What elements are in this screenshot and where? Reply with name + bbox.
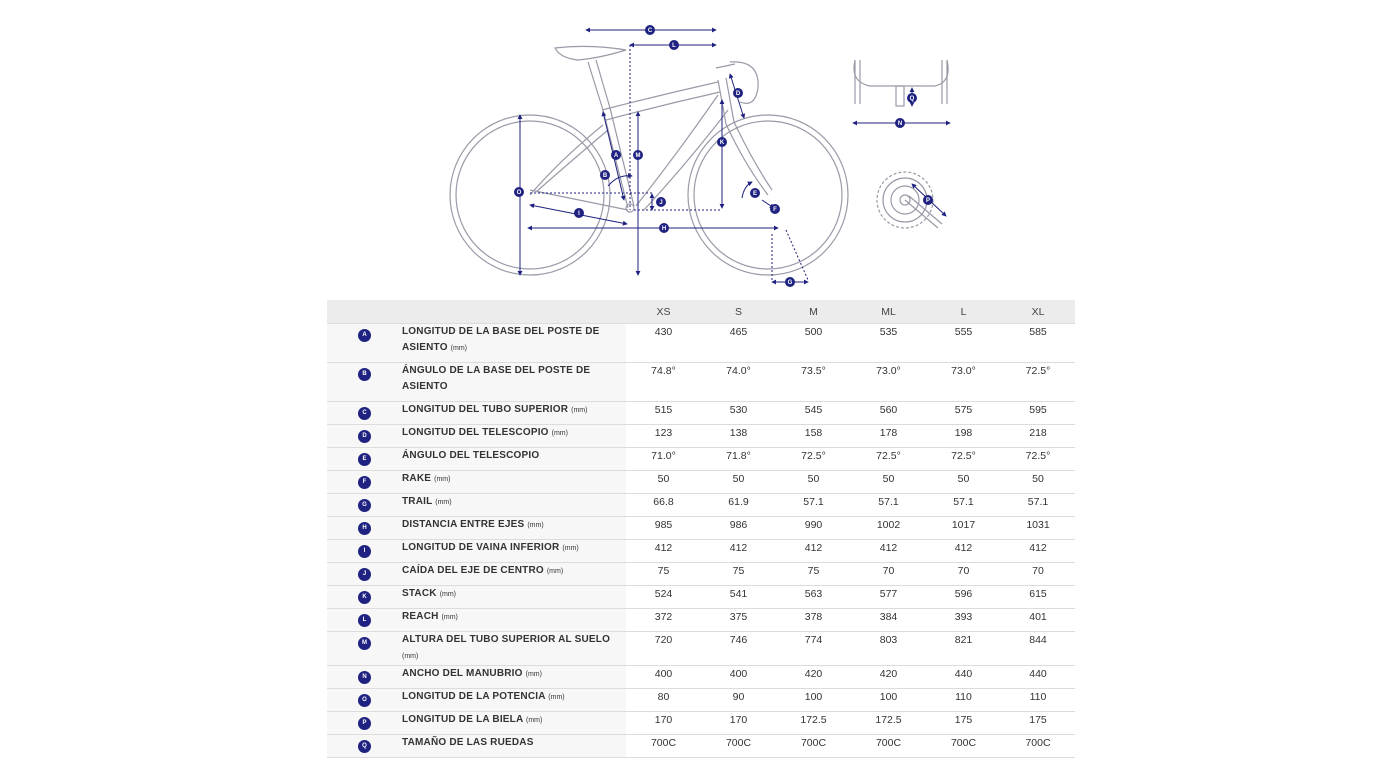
marker-b	[600, 170, 610, 180]
cell-xs: 50	[626, 471, 701, 494]
row-key-cell	[327, 632, 402, 666]
cell-ml: 412	[851, 540, 926, 563]
row-key-cell	[327, 563, 402, 586]
row-unit: (mm)	[435, 499, 452, 506]
cell-m: 420	[776, 666, 851, 689]
svg-text:G: G	[787, 280, 793, 286]
cell-ml: 803	[851, 632, 926, 666]
svg-text:O: O	[516, 190, 522, 196]
table-row	[327, 471, 1075, 494]
svg-text:D: D	[735, 91, 741, 97]
row-label	[402, 609, 626, 632]
row-unit: (mm)	[525, 671, 542, 678]
cell-s: 75	[701, 563, 776, 586]
cell-xl: 440	[1001, 666, 1075, 689]
svg-text:K: K	[719, 140, 725, 146]
row-key-badge: L	[358, 614, 371, 627]
marker-f	[770, 204, 780, 214]
row-unit: (mm)	[441, 614, 458, 621]
table-row	[327, 609, 1075, 632]
cell-xs: 170	[626, 712, 701, 735]
cell-s: 375	[701, 609, 776, 632]
cell-ml: 535	[851, 324, 926, 363]
row-key-cell	[327, 324, 402, 363]
cell-xl: 70	[1001, 563, 1075, 586]
marker-n	[895, 118, 905, 128]
row-label	[402, 425, 626, 448]
table-row	[327, 689, 1075, 712]
row-key-badge: N	[358, 671, 371, 684]
row-key-cell	[327, 471, 402, 494]
svg-text:Q: Q	[909, 96, 915, 102]
table-row	[327, 517, 1075, 540]
row-key-cell	[327, 363, 402, 402]
row-unit: (mm)	[439, 591, 457, 598]
table-row	[327, 666, 1075, 689]
row-key-badge: O	[358, 694, 371, 707]
row-label	[402, 471, 626, 494]
bike-geometry-diagram	[0, 0, 1400, 300]
row-label-text: TRAIL	[402, 496, 433, 507]
cell-xl: 585	[1001, 324, 1075, 363]
cell-ml: 700C	[851, 735, 926, 758]
cell-s: 986	[701, 517, 776, 540]
row-key-badge: M	[358, 637, 371, 650]
row-label	[402, 689, 626, 712]
cell-m: 378	[776, 609, 851, 632]
row-label-text: REACH	[402, 611, 439, 622]
row-unit: (mm)	[551, 430, 568, 437]
cell-l: 700C	[926, 735, 1001, 758]
row-key-cell	[327, 712, 402, 735]
cell-ml: 172.5	[851, 712, 926, 735]
row-key-badge: B	[358, 368, 371, 381]
cell-xs: 66.8	[626, 494, 701, 517]
cell-xs: 80	[626, 689, 701, 712]
marker-l	[669, 40, 679, 50]
row-label	[402, 666, 626, 689]
cell-xs: 400	[626, 666, 701, 689]
marker-i	[574, 208, 584, 218]
cell-ml: 72.5°	[851, 448, 926, 471]
row-key-badge: Q	[358, 740, 371, 753]
cell-l: 70	[926, 563, 1001, 586]
svg-text:M: M	[635, 153, 641, 159]
cell-s: 50	[701, 471, 776, 494]
row-key-cell	[327, 666, 402, 689]
cell-m: 500	[776, 324, 851, 363]
cell-xs: 74.8°	[626, 363, 701, 402]
cell-m: 545	[776, 402, 851, 425]
cell-s: 746	[701, 632, 776, 666]
svg-text:J: J	[659, 200, 663, 206]
row-key-badge: A	[358, 329, 371, 342]
size-header-m: M	[776, 300, 851, 324]
row-unit: (mm)	[450, 345, 467, 352]
row-key-badge: K	[358, 591, 371, 604]
cell-ml: 560	[851, 402, 926, 425]
svg-text:I: I	[578, 211, 580, 217]
cell-xs: 720	[626, 632, 701, 666]
cell-s: 530	[701, 402, 776, 425]
row-label-text: ÁNGULO DEL TELESCOPIO	[402, 450, 540, 461]
cell-l: 50	[926, 471, 1001, 494]
cell-xl: 615	[1001, 586, 1075, 609]
svg-text:F: F	[773, 207, 777, 213]
row-unit: (mm)	[527, 522, 544, 529]
row-label	[402, 712, 626, 735]
cell-l: 72.5°	[926, 448, 1001, 471]
row-unit: (mm)	[546, 568, 564, 575]
cell-ml: 50	[851, 471, 926, 494]
cell-xl: 72.5°	[1001, 448, 1075, 471]
cell-m: 412	[776, 540, 851, 563]
cell-m: 75	[776, 563, 851, 586]
size-header-xs: XS	[626, 300, 701, 324]
cell-ml: 57.1	[851, 494, 926, 517]
cell-m: 158	[776, 425, 851, 448]
row-label	[402, 494, 626, 517]
cell-m: 774	[776, 632, 851, 666]
cell-xs: 412	[626, 540, 701, 563]
row-key-cell	[327, 689, 402, 712]
row-unit: (mm)	[548, 694, 565, 701]
cell-ml: 577	[851, 586, 926, 609]
cell-s: 61.9	[701, 494, 776, 517]
bike-outline	[450, 46, 848, 275]
cell-xs: 75	[626, 563, 701, 586]
cell-l: 1017	[926, 517, 1001, 540]
cell-l: 393	[926, 609, 1001, 632]
row-label-text: ANCHO DEL MANUBRIO	[402, 668, 523, 679]
row-key-badge: G	[358, 499, 371, 512]
cell-m: 172.5	[776, 712, 851, 735]
table-row	[327, 632, 1075, 666]
row-key-badge: E	[358, 453, 371, 466]
row-label	[402, 632, 626, 666]
row-label-text: LONGITUD DE LA POTENCIA	[402, 691, 546, 702]
row-key-badge: I	[358, 545, 371, 558]
cell-ml: 73.0°	[851, 363, 926, 402]
svg-text:P: P	[925, 198, 931, 204]
svg-text:L: L	[672, 43, 676, 49]
table-row	[327, 402, 1075, 425]
cell-xl: 700C	[1001, 735, 1075, 758]
row-label	[402, 402, 626, 425]
cell-l: 175	[926, 712, 1001, 735]
cell-s: 71.8°	[701, 448, 776, 471]
cell-l: 198	[926, 425, 1001, 448]
row-label-text: RAKE	[402, 473, 432, 484]
cell-xs: 700C	[626, 735, 701, 758]
cell-xs: 524	[626, 586, 701, 609]
row-label	[402, 363, 626, 402]
marker-a	[611, 150, 621, 160]
cell-s: 90	[701, 689, 776, 712]
cell-xs: 123	[626, 425, 701, 448]
cell-s: 138	[701, 425, 776, 448]
marker-c	[645, 25, 655, 35]
row-label	[402, 563, 626, 586]
svg-text:H: H	[661, 226, 667, 232]
row-label-text: LONGITUD DE LA BASE DEL POSTE DE ASIENTO	[402, 326, 600, 353]
row-key-cell	[327, 448, 402, 471]
cell-xl: 401	[1001, 609, 1075, 632]
cell-xl: 1031	[1001, 517, 1075, 540]
row-label-text: LONGITUD DE VAINA INFERIOR	[402, 542, 560, 553]
row-unit: (mm)	[434, 476, 451, 483]
table-row	[327, 494, 1075, 517]
table-row	[327, 712, 1075, 735]
cell-s: 74.0°	[701, 363, 776, 402]
svg-text:N: N	[897, 121, 903, 127]
svg-text:A: A	[613, 153, 619, 159]
cell-xl: 218	[1001, 425, 1075, 448]
cell-s: 541	[701, 586, 776, 609]
row-label-text: CAÍDA DEL EJE DE CENTRO	[402, 565, 544, 576]
cell-xl: 72.5°	[1001, 363, 1075, 402]
cell-xs: 430	[626, 324, 701, 363]
table-row	[327, 448, 1075, 471]
cell-m: 100	[776, 689, 851, 712]
marker-m	[633, 150, 643, 160]
row-key-badge: J	[358, 568, 371, 581]
cell-ml: 384	[851, 609, 926, 632]
cell-ml: 100	[851, 689, 926, 712]
cell-s: 465	[701, 324, 776, 363]
cell-xl: 175	[1001, 712, 1075, 735]
marker-h	[659, 223, 669, 233]
row-unit: (mm)	[402, 653, 419, 660]
row-key-badge: H	[358, 522, 371, 535]
geometry-table	[327, 300, 1075, 758]
row-label-text: TAMAÑO DE LAS RUEDAS	[402, 737, 534, 748]
marker-j	[656, 197, 666, 207]
marker-d	[733, 88, 743, 98]
row-key-badge: P	[358, 717, 371, 730]
size-header-xl: XL	[1001, 300, 1075, 324]
row-label-text: LONGITUD DEL TELESCOPIO	[402, 427, 549, 438]
cell-s: 412	[701, 540, 776, 563]
cell-xl: 50	[1001, 471, 1075, 494]
marker-o	[514, 187, 524, 197]
row-key-badge: F	[358, 476, 371, 489]
cell-xs: 71.0°	[626, 448, 701, 471]
row-key-cell	[327, 425, 402, 448]
cell-m: 50	[776, 471, 851, 494]
size-header-l: L	[926, 300, 1001, 324]
cell-l: 73.0°	[926, 363, 1001, 402]
svg-text:B: B	[602, 173, 608, 179]
row-unit: (mm)	[571, 407, 588, 414]
cell-xl: 844	[1001, 632, 1075, 666]
table-row	[327, 586, 1075, 609]
row-label	[402, 517, 626, 540]
header-key-blank	[327, 300, 402, 324]
row-key-cell	[327, 735, 402, 758]
cell-ml: 70	[851, 563, 926, 586]
row-label-text: STACK	[402, 588, 437, 599]
table-row	[327, 425, 1075, 448]
cell-xl: 412	[1001, 540, 1075, 563]
row-key-cell	[327, 609, 402, 632]
cell-l: 596	[926, 586, 1001, 609]
cell-xl: 57.1	[1001, 494, 1075, 517]
row-key-badge: D	[358, 430, 371, 443]
cell-l: 110	[926, 689, 1001, 712]
marker-k	[717, 137, 727, 147]
cell-m: 57.1	[776, 494, 851, 517]
cell-m: 563	[776, 586, 851, 609]
row-key-cell	[327, 586, 402, 609]
row-label-text: DISTANCIA ENTRE EJES	[402, 519, 525, 530]
table-row	[327, 735, 1075, 758]
cell-xs: 515	[626, 402, 701, 425]
row-label	[402, 448, 626, 471]
cell-l: 555	[926, 324, 1001, 363]
cell-s: 700C	[701, 735, 776, 758]
row-label	[402, 540, 626, 563]
cell-m: 700C	[776, 735, 851, 758]
table-row	[327, 540, 1075, 563]
cell-xl: 110	[1001, 689, 1075, 712]
cell-m: 990	[776, 517, 851, 540]
row-label-text: ALTURA DEL TUBO SUPERIOR AL SUELO	[402, 634, 611, 645]
row-label-text: LONGITUD DEL TUBO SUPERIOR	[402, 404, 569, 415]
row-label	[402, 735, 626, 758]
row-label-text: ÁNGULO DE LA BASE DEL POSTE DE ASIENTO	[402, 365, 591, 392]
row-unit: (mm)	[526, 717, 543, 724]
cell-ml: 178	[851, 425, 926, 448]
cell-m: 72.5°	[776, 448, 851, 471]
cell-l: 440	[926, 666, 1001, 689]
row-key-badge: C	[358, 407, 371, 420]
size-header-s: S	[701, 300, 776, 324]
svg-text:C: C	[647, 28, 653, 34]
cell-m: 73.5°	[776, 363, 851, 402]
marker-g	[785, 277, 795, 287]
row-unit: (mm)	[562, 545, 579, 552]
row-key-cell	[327, 494, 402, 517]
cell-ml: 1002	[851, 517, 926, 540]
marker-p	[923, 195, 933, 205]
handlebar-front-view	[854, 60, 948, 106]
cell-l: 821	[926, 632, 1001, 666]
row-key-cell	[327, 540, 402, 563]
svg-text:E: E	[752, 191, 758, 197]
cell-ml: 420	[851, 666, 926, 689]
cell-xs: 985	[626, 517, 701, 540]
table-row	[327, 363, 1075, 402]
table-row	[327, 324, 1075, 363]
row-key-cell	[327, 517, 402, 540]
marker-q	[907, 93, 917, 103]
cell-s: 170	[701, 712, 776, 735]
row-label-text: LONGITUD DE LA BIELA	[402, 714, 524, 725]
row-label	[402, 324, 626, 363]
row-label	[402, 586, 626, 609]
table-row	[327, 563, 1075, 586]
size-header-ml: ML	[851, 300, 926, 324]
cell-xs: 372	[626, 609, 701, 632]
row-key-cell	[327, 402, 402, 425]
cell-l: 575	[926, 402, 1001, 425]
cell-xl: 595	[1001, 402, 1075, 425]
cell-l: 412	[926, 540, 1001, 563]
size-header-row	[327, 300, 1075, 324]
header-label-blank	[402, 300, 626, 324]
marker-e	[750, 188, 760, 198]
cell-s: 400	[701, 666, 776, 689]
cell-l: 57.1	[926, 494, 1001, 517]
